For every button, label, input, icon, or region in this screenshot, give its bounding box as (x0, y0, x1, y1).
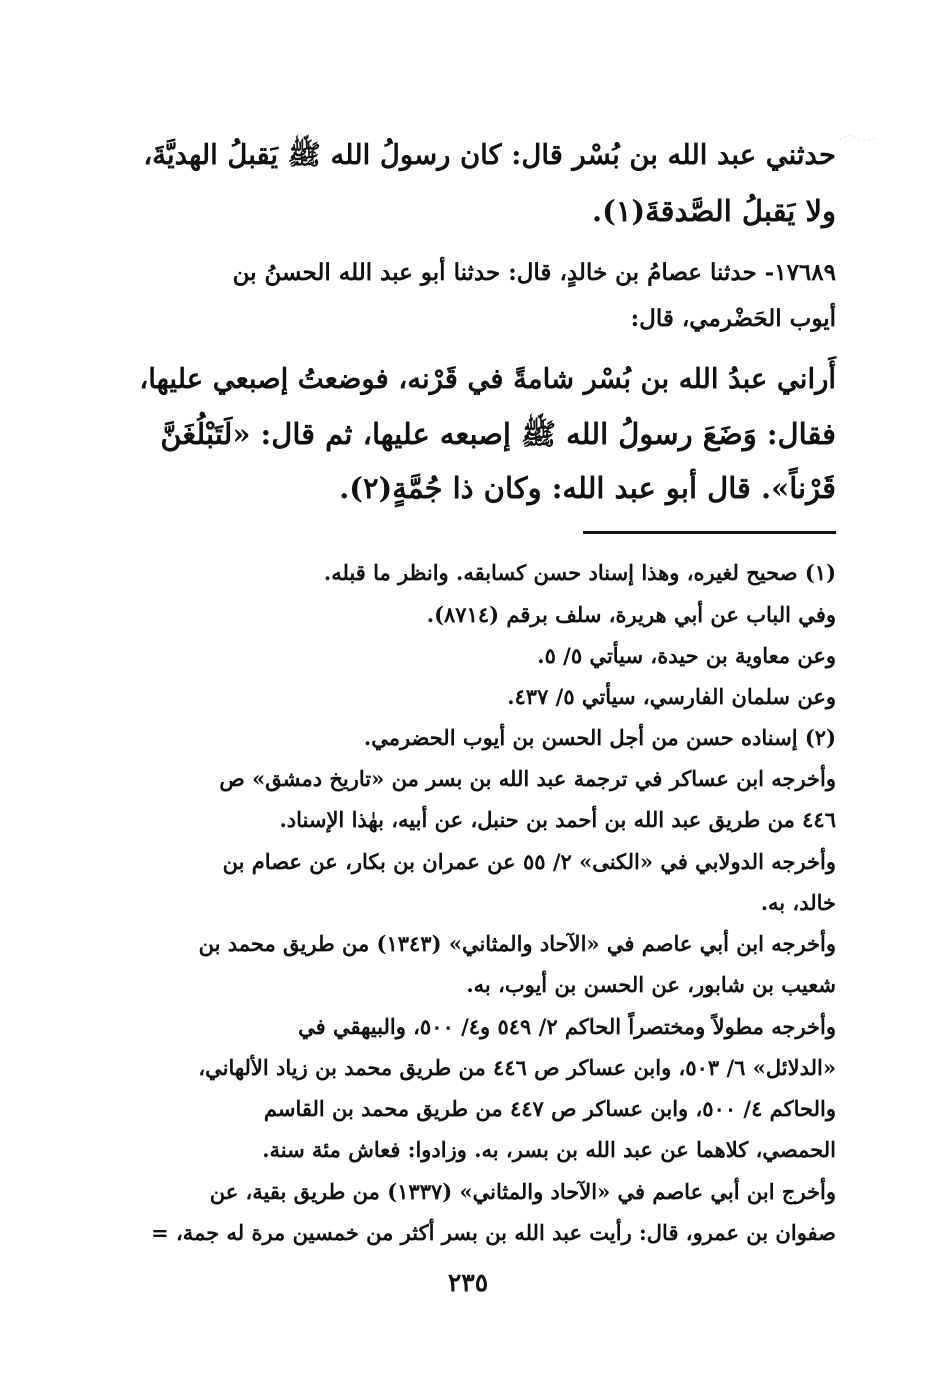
footnote-line: (١) صحيح لغيره، وهذا إسناد حسن كسابقه. وانظر ما قبله. (323, 560, 836, 585)
footnote-line: ٤٤٦ من طريق عبد الله بن أحمد بن حنبل، عن أبيه، بهٰذا الإسناد. (279, 807, 836, 832)
hadith-text-line: قَرْناً». قال أبو عبد الله: وكان ذا جُمَّةٍ(٢). (339, 471, 836, 505)
footnote-separator (583, 531, 836, 534)
footnote-line: شعيب بن شابور، عن الحسن بن أيوب، به. (466, 972, 836, 997)
footnote-line: وعن معاوية بن حيدة، سيأتي ٥/ ٥. (537, 643, 836, 668)
footnote-line: الحمصي، كلاهما عن عبد الله بن بسر، به. وزادوا: فعاش مئة سنة. (262, 1137, 836, 1162)
hadith-isnad-line: ١٧٦٨٩- حدثنا عصامُ بن خالدٍ، قال: حدثنا أبو عبد الله الحسنُ بن (232, 259, 836, 286)
footnote-line: وأخرجه الدولابي في «الكنى» ٢/ ٥٥ عن عمران بن بكار، عن عصام بن (222, 849, 836, 874)
hadith-text-line: ولا يَقبلُ الصَّدقةَ(١). (592, 194, 836, 228)
hadith-text-line: حدثني عبد الله بن بُسْر قال: كان رسولُ الله ﷺ يَقبلُ الهديَّةَ، (143, 139, 836, 171)
hadith-text-line: أَراني عبدُ الله بن بُسْر شامةً في قَرْنه، فوضعتُ إصبعي عليها، (139, 363, 836, 395)
footnote-line: خالد، به. (760, 890, 836, 915)
hadith-text-line: فقال: وَضَعَ رسولُ الله ﷺ إصبعه عليها، ثم قال: «لَتَبْلُغَنَّ (160, 417, 836, 451)
paper-speck (838, 130, 878, 144)
footnote-line: وأخرجه ابن أبي عاصم في «الآحاد والمثاني» (١٣٤٣) من طريق محمد بن (198, 931, 836, 956)
footnote-line: وأخرجه مطولاً ومختصراً الحاكم ٢/ ٥٤٩ و٤/ ٥٠٠، والبيهقي في (298, 1014, 836, 1039)
footnote-line: وأخرجه ابن عساكر في ترجمة عبد الله بن بسر من «تاريخ دمشق» ص (219, 766, 836, 791)
footnote-line: «الدلائل» ٦/ ٥٠٣، وابن عساكر ص ٤٤٦ من طريق محمد بن زياد الألهاني، (198, 1055, 836, 1080)
footnote-line: والحاكم ٤/ ٥٠٠، وابن عساكر ص ٤٤٧ من طريق محمد بن القاسم (263, 1096, 836, 1121)
page-number: ٢٣٥ (447, 1268, 489, 1297)
footnote-line: وفي الباب عن أبي هريرة، سلف برقم (٨٧١٤). (426, 602, 836, 627)
footnote-line: وأخرج ابن أبي عاصم في «الآحاد والمثاني» (١٣٣٧) من طريق بقية، عن (209, 1179, 836, 1204)
footnote-line: صفوان بن عمرو، قال: رأيت عبد الله بن بسر أكثر من خمسين مرة له جمة، = (151, 1220, 836, 1245)
hadith-isnad-line: أيوب الحَضْرمي، قال: (630, 305, 836, 332)
footnote-line: (٢) إسناده حسن من أجل الحسن بن أيوب الحضرمي. (363, 725, 836, 750)
footnote-line: وعن سلمان الفارسي، سيأتي ٥/ ٤٣٧. (507, 684, 836, 709)
